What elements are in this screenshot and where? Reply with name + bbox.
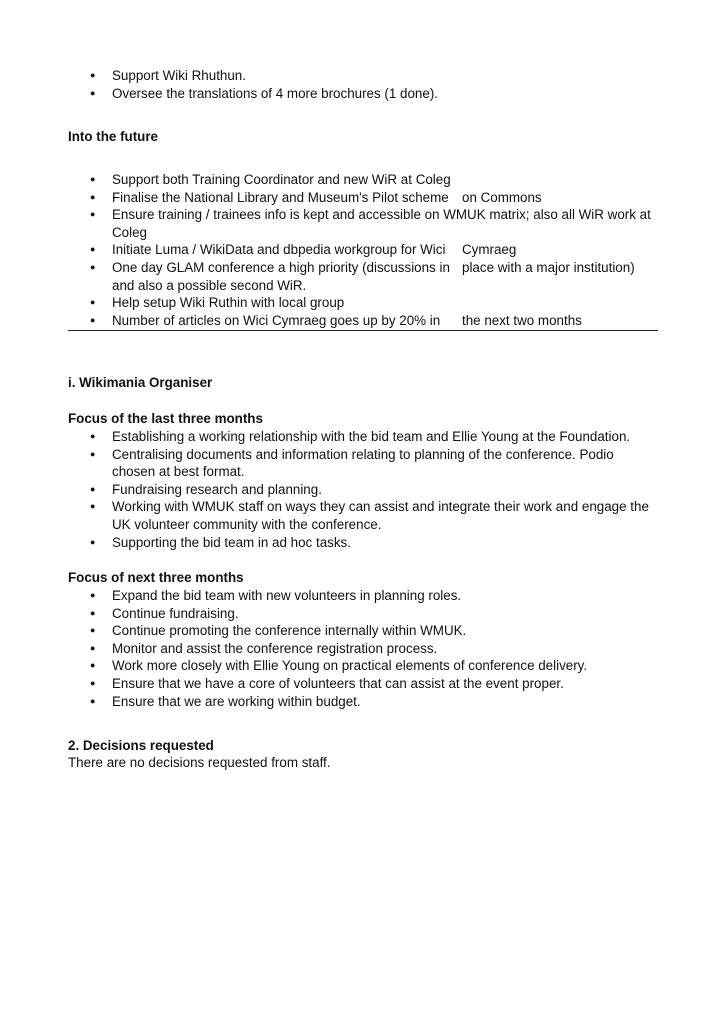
- subheading-last-three-months: Focus of the last three months: [68, 411, 263, 426]
- list-item: ● Monitor and assist the conference registration process.: [68, 640, 658, 658]
- list-item: ● Centralising documents and information relating to planning of the conference. Podio chosen at best format.: [68, 446, 658, 481]
- list-item: [68, 241, 658, 259]
- decisions-text: There are no decisions requested from staff.: [68, 755, 331, 770]
- list-item: ● Establishing a working relationship with the bid team and Ellie Young at the Foundation.: [68, 428, 658, 446]
- list-item-text-continued: on Commons: [462, 189, 542, 205]
- list-item: ● Expand the bid team with new volunteers in planning roles.: [68, 587, 658, 605]
- list-item-text-wrap: and also a possible second WiR.: [112, 277, 307, 293]
- list-item-text: One day GLAM conference a high priority (discussions in: [112, 259, 450, 275]
- list-item-text-continued: the next two months: [462, 312, 582, 328]
- list-item: ● Support Wiki Rhuthun.: [68, 67, 668, 85]
- subheading-next-three-months: Focus of next three months: [68, 570, 244, 585]
- list-item-text: Help setup Wiki Ruthin with local group: [112, 295, 345, 311]
- list-item: ● Ensure training / trainees info is kept and accessible on WMUK matrix; also all WiR work at Coleg: [68, 206, 658, 241]
- list-item-text-continued: Cymraeg: [462, 242, 517, 258]
- list-item: [68, 259, 658, 294]
- list-item: [68, 312, 658, 330]
- list-item: ● Continue fundraising.: [68, 605, 658, 623]
- next-months-bullet-list: [68, 587, 658, 710]
- list-item-text: Support both Training Coordinator and new WiR at Coleg: [112, 172, 451, 187]
- list-item: [68, 171, 658, 189]
- future-bullet-list: [68, 171, 658, 331]
- section-heading-future: Into the future: [68, 129, 159, 144]
- list-item: ● Oversee the translations of 4 more brochures (1 done).: [68, 85, 668, 103]
- list-item: ● Working with WMUK staff on ways they can assist and integrate their work and engage the UK volunteer community with the conference.: [68, 498, 658, 533]
- list-item: ● Work more closely with Ellie Young on practical elements of conference delivery.: [68, 657, 658, 675]
- list-item: ● Ensure that we have a core of volunteers that can assist at the event proper.: [68, 675, 658, 693]
- list-item: [68, 294, 658, 312]
- top-bullet-list: [68, 67, 668, 102]
- list-item: ● Supporting the bid team in ad hoc tasks.: [68, 534, 658, 552]
- list-item-text-continued: place with a major institution): [462, 259, 635, 275]
- list-item: [68, 189, 658, 207]
- section-heading-wikimania: i. Wikimania Organiser: [68, 375, 213, 390]
- list-item: ● Ensure that we are working within budget.: [68, 693, 658, 711]
- list-item-text: Finalise the National Library and Museum's Pilot scheme: [112, 189, 449, 205]
- list-item-text: Number of articles on Wici Cymraeg goes up by 20% in: [112, 312, 441, 328]
- list-item: ● Fundraising research and planning.: [68, 481, 658, 499]
- list-item-text: Initiate Luma / WikiData and dbpedia workgroup for Wici: [112, 242, 446, 258]
- last-months-bullet-list: [68, 428, 658, 551]
- list-item: ● Continue promoting the conference internally within WMUK.: [68, 622, 658, 640]
- section-heading-decisions: 2. Decisions requested: [68, 738, 214, 753]
